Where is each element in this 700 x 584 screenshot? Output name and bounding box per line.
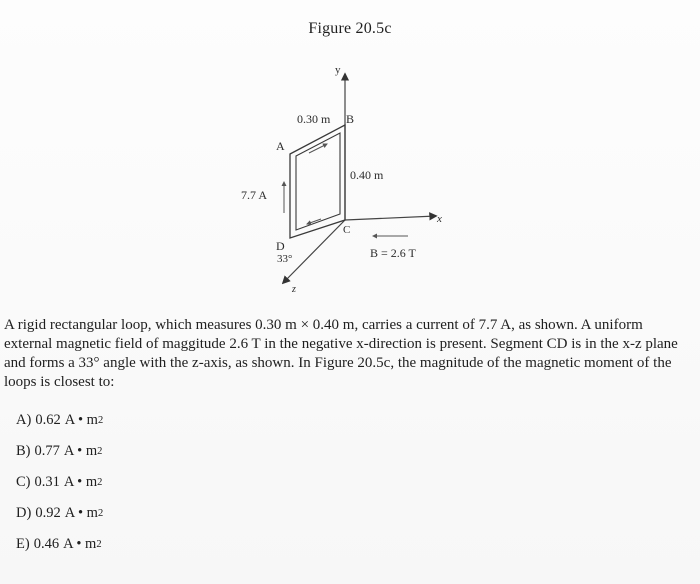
answer-value: 0.62 xyxy=(35,412,61,428)
current-label: 7.7 A xyxy=(241,188,268,202)
answer-unit: A • m xyxy=(63,443,98,459)
answer-unit: A • m xyxy=(63,474,98,490)
answer-letter: E) xyxy=(16,536,30,552)
corner-b-label: B xyxy=(346,112,355,126)
answer-option-d[interactable]: D) 0.92 A • m 2 xyxy=(16,505,104,521)
answer-option-b[interactable]: B) 0.77 A • m 2 xyxy=(16,443,103,459)
width-label: 0.30 m xyxy=(297,112,331,126)
answer-letter: B) xyxy=(16,443,31,459)
corner-a-label: A xyxy=(276,139,285,153)
height-label: 0.40 m xyxy=(350,168,384,182)
answer-unit: A • m xyxy=(64,505,98,521)
angle-label: 33° xyxy=(277,253,293,265)
answer-unit: A • m xyxy=(63,536,97,552)
x-axis-line xyxy=(345,216,436,220)
loop-outer xyxy=(290,125,345,238)
answer-option-e[interactable]: E) 0.46 A • m 2 xyxy=(16,536,102,552)
figure-title: Figure 20.5c xyxy=(308,20,392,37)
answer-option-a[interactable]: A) 0.62 A • m 2 xyxy=(16,412,104,428)
answer-letter: C) xyxy=(16,474,31,490)
answer-option-c[interactable]: C) 0.31 A • m 2 xyxy=(16,474,103,490)
y-axis-label: y xyxy=(335,64,341,76)
answer-letter: A) xyxy=(16,412,32,428)
answer-value: 0.31 xyxy=(34,474,60,490)
answer-letter: D) xyxy=(16,505,32,521)
answer-value: 0.46 xyxy=(33,536,60,552)
z-axis-label: z xyxy=(292,284,296,295)
corner-c-label: C xyxy=(343,224,351,236)
answer-unit: A • m xyxy=(64,412,98,428)
answer-list xyxy=(16,405,316,560)
z-axis-line xyxy=(283,220,345,283)
x-axis-label: x xyxy=(437,213,442,225)
answer-value: 0.92 xyxy=(35,505,61,521)
field-label: B = 2.6 T xyxy=(370,246,416,260)
corner-d-label: D xyxy=(276,239,285,253)
answer-value: 0.77 xyxy=(34,443,60,459)
question-text: A rigid rectangular loop, which measures 0.30 m × 0.40 m, carries a current of 7.7 A, as shown. A uniform external magnetic field of maggitude 2.6 T in the negative x-direction is present. Segment CD is in the x-z plane and forms a 33° angle with the z-axis, as shown. In Figure 20.5c, the magnitude of the magnetic moment of the loops is closest to: xyxy=(4,317,678,390)
loop-current-arrow-top xyxy=(309,144,327,153)
